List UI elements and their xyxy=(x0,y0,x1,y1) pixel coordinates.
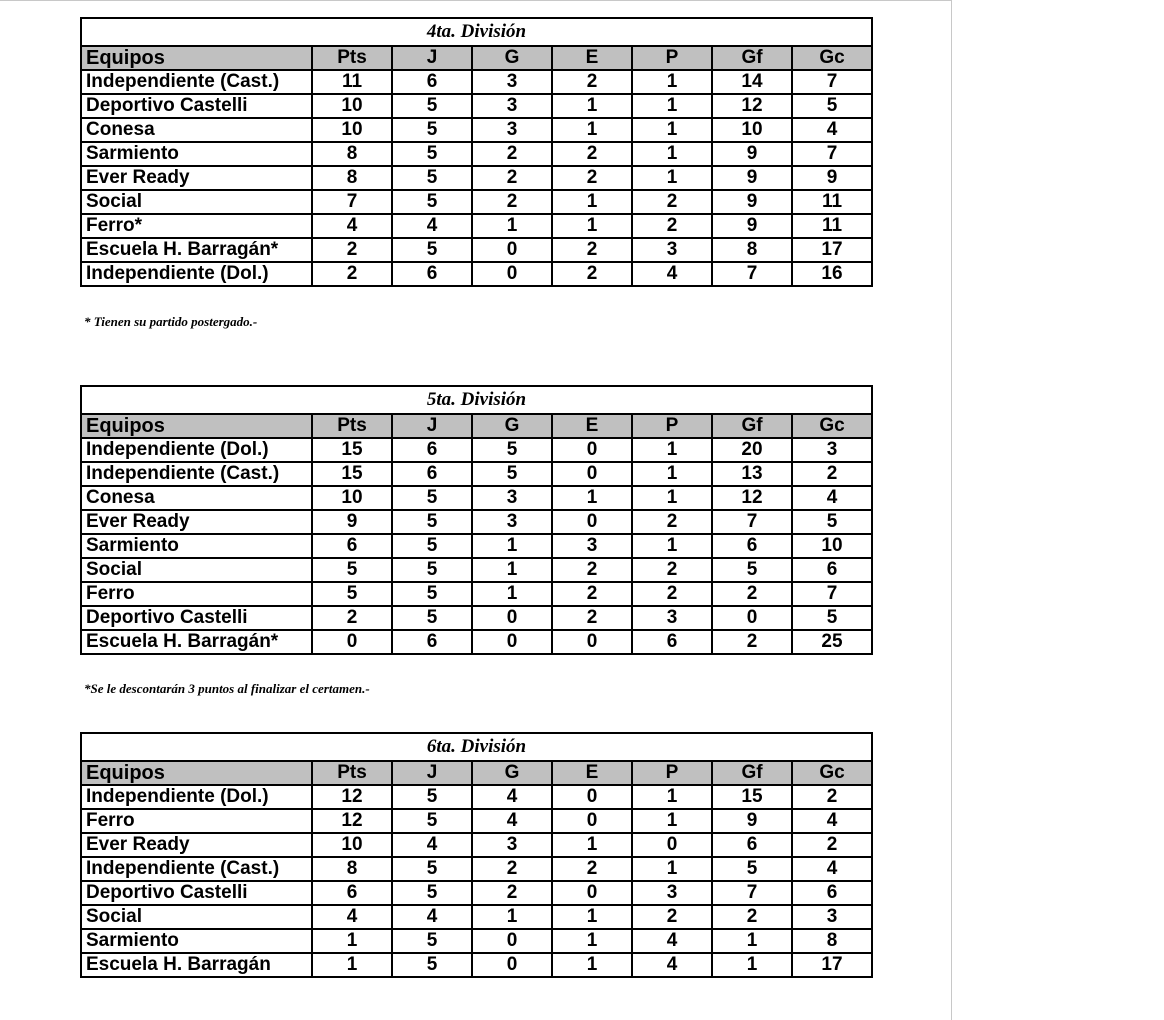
table-row xyxy=(81,166,872,190)
cell-team: Sarmiento xyxy=(81,142,312,166)
cell-pts: 5 xyxy=(312,582,392,606)
table-title: 4ta. División xyxy=(81,18,872,46)
standings-table-6ta xyxy=(80,732,873,978)
cell-gf: 6 xyxy=(712,833,792,857)
table-row xyxy=(81,905,872,929)
table-row xyxy=(81,857,872,881)
cell-gc: 4 xyxy=(792,857,872,881)
cell-gc: 3 xyxy=(792,438,872,462)
cell-gc: 8 xyxy=(792,929,872,953)
cell-team: Ferro xyxy=(81,809,312,833)
cell-p: 2 xyxy=(632,558,712,582)
cell-gc: 5 xyxy=(792,606,872,630)
header-row xyxy=(81,414,872,438)
cell-g: 3 xyxy=(472,833,552,857)
cell-pts: 15 xyxy=(312,462,392,486)
cell-gc: 11 xyxy=(792,214,872,238)
cell-team: Escuela H. Barragán* xyxy=(81,238,312,262)
cell-e: 1 xyxy=(552,190,632,214)
cell-g: 1 xyxy=(472,534,552,558)
cell-team: Deportivo Castelli xyxy=(81,94,312,118)
cell-team: Social xyxy=(81,905,312,929)
cell-gf: 20 xyxy=(712,438,792,462)
cell-g: 4 xyxy=(472,785,552,809)
cell-p: 0 xyxy=(632,833,712,857)
cell-p: 6 xyxy=(632,630,712,654)
cell-e: 2 xyxy=(552,238,632,262)
cell-pts: 1 xyxy=(312,953,392,977)
cell-gc: 25 xyxy=(792,630,872,654)
cell-team: Independiente (Dol.) xyxy=(81,262,312,286)
table-row xyxy=(81,142,872,166)
cell-pts: 6 xyxy=(312,881,392,905)
table-row xyxy=(81,486,872,510)
cell-g: 0 xyxy=(472,238,552,262)
cell-j: 5 xyxy=(392,929,472,953)
cell-pts: 5 xyxy=(312,558,392,582)
cell-e: 2 xyxy=(552,582,632,606)
cell-p: 3 xyxy=(632,238,712,262)
cell-pts: 8 xyxy=(312,166,392,190)
cell-e: 0 xyxy=(552,881,632,905)
table-row xyxy=(81,582,872,606)
cell-pts: 8 xyxy=(312,142,392,166)
cell-j: 5 xyxy=(392,238,472,262)
cell-p: 1 xyxy=(632,118,712,142)
column-header-gf: Gf xyxy=(712,761,792,785)
column-header-pts: Pts xyxy=(312,46,392,70)
cell-g: 0 xyxy=(472,606,552,630)
column-header-p: P xyxy=(632,414,712,438)
cell-gc: 16 xyxy=(792,262,872,286)
column-header-j: J xyxy=(392,414,472,438)
cell-gc: 17 xyxy=(792,238,872,262)
cell-e: 2 xyxy=(552,166,632,190)
page-right-border xyxy=(951,0,952,1020)
column-header-gc: Gc xyxy=(792,761,872,785)
column-header-g: G xyxy=(472,46,552,70)
cell-gf: 10 xyxy=(712,118,792,142)
table-row xyxy=(81,214,872,238)
column-header-j: J xyxy=(392,46,472,70)
cell-gc: 6 xyxy=(792,558,872,582)
column-header-p: P xyxy=(632,761,712,785)
cell-gc: 4 xyxy=(792,118,872,142)
cell-pts: 2 xyxy=(312,238,392,262)
cell-gf: 13 xyxy=(712,462,792,486)
cell-gc: 2 xyxy=(792,462,872,486)
cell-gc: 10 xyxy=(792,534,872,558)
cell-pts: 0 xyxy=(312,630,392,654)
cell-team: Social xyxy=(81,558,312,582)
cell-pts: 10 xyxy=(312,94,392,118)
cell-p: 2 xyxy=(632,510,712,534)
cell-team: Ferro* xyxy=(81,214,312,238)
cell-e: 1 xyxy=(552,929,632,953)
cell-gf: 9 xyxy=(712,190,792,214)
cell-p: 1 xyxy=(632,857,712,881)
table-row xyxy=(81,558,872,582)
table-row xyxy=(81,881,872,905)
cell-g: 4 xyxy=(472,809,552,833)
cell-gf: 7 xyxy=(712,881,792,905)
column-header-g: G xyxy=(472,414,552,438)
cell-gc: 11 xyxy=(792,190,872,214)
cell-e: 0 xyxy=(552,785,632,809)
cell-gf: 14 xyxy=(712,70,792,94)
cell-gf: 7 xyxy=(712,262,792,286)
table-row xyxy=(81,809,872,833)
cell-pts: 15 xyxy=(312,438,392,462)
cell-team: Escuela H. Barragán* xyxy=(81,630,312,654)
cell-pts: 4 xyxy=(312,905,392,929)
cell-e: 0 xyxy=(552,809,632,833)
cell-pts: 12 xyxy=(312,809,392,833)
table-title: 6ta. División xyxy=(81,733,872,761)
cell-j: 5 xyxy=(392,94,472,118)
standings-table-5ta xyxy=(80,385,873,655)
cell-team: Independiente (Dol.) xyxy=(81,785,312,809)
cell-g: 3 xyxy=(472,486,552,510)
cell-e: 1 xyxy=(552,833,632,857)
cell-j: 5 xyxy=(392,606,472,630)
cell-g: 1 xyxy=(472,905,552,929)
cell-gc: 3 xyxy=(792,905,872,929)
cell-pts: 7 xyxy=(312,190,392,214)
cell-j: 5 xyxy=(392,166,472,190)
cell-g: 1 xyxy=(472,558,552,582)
cell-p: 1 xyxy=(632,785,712,809)
cell-gc: 4 xyxy=(792,486,872,510)
cell-g: 5 xyxy=(472,462,552,486)
cell-gc: 6 xyxy=(792,881,872,905)
cell-team: Ever Ready xyxy=(81,166,312,190)
column-header-gc: Gc xyxy=(792,414,872,438)
cell-gc: 7 xyxy=(792,142,872,166)
cell-p: 2 xyxy=(632,214,712,238)
table-row xyxy=(81,630,872,654)
cell-gf: 15 xyxy=(712,785,792,809)
cell-g: 3 xyxy=(472,94,552,118)
cell-pts: 6 xyxy=(312,534,392,558)
table-title: 5ta. División xyxy=(81,386,872,414)
cell-p: 2 xyxy=(632,190,712,214)
cell-p: 1 xyxy=(632,94,712,118)
cell-p: 4 xyxy=(632,262,712,286)
cell-team: Ferro xyxy=(81,582,312,606)
table-row xyxy=(81,70,872,94)
cell-gf: 1 xyxy=(712,929,792,953)
cell-e: 0 xyxy=(552,438,632,462)
cell-j: 5 xyxy=(392,534,472,558)
column-header-e: E xyxy=(552,761,632,785)
column-header-e: E xyxy=(552,414,632,438)
cell-gc: 9 xyxy=(792,166,872,190)
cell-e: 2 xyxy=(552,606,632,630)
cell-e: 1 xyxy=(552,953,632,977)
cell-p: 4 xyxy=(632,929,712,953)
cell-j: 6 xyxy=(392,438,472,462)
cell-p: 1 xyxy=(632,462,712,486)
column-header-p: P xyxy=(632,46,712,70)
cell-j: 6 xyxy=(392,630,472,654)
column-header-equipos: Equipos xyxy=(81,46,312,70)
cell-g: 1 xyxy=(472,582,552,606)
cell-p: 1 xyxy=(632,438,712,462)
cell-j: 5 xyxy=(392,582,472,606)
cell-j: 4 xyxy=(392,214,472,238)
cell-pts: 2 xyxy=(312,262,392,286)
cell-pts: 8 xyxy=(312,857,392,881)
cell-g: 0 xyxy=(472,953,552,977)
cell-p: 1 xyxy=(632,809,712,833)
table-row xyxy=(81,785,872,809)
table-row xyxy=(81,929,872,953)
header-row xyxy=(81,761,872,785)
cell-j: 5 xyxy=(392,809,472,833)
cell-pts: 1 xyxy=(312,929,392,953)
table-footnote: *Se le descontarán 3 puntos al finalizar el certamen.- xyxy=(84,681,370,696)
cell-team: Deportivo Castelli xyxy=(81,606,312,630)
table-row xyxy=(81,238,872,262)
cell-p: 4 xyxy=(632,953,712,977)
cell-gf: 9 xyxy=(712,214,792,238)
cell-team: Social xyxy=(81,190,312,214)
cell-e: 2 xyxy=(552,70,632,94)
cell-g: 3 xyxy=(472,70,552,94)
cell-e: 1 xyxy=(552,214,632,238)
column-header-j: J xyxy=(392,761,472,785)
cell-team: Independiente (Cast.) xyxy=(81,462,312,486)
table-body xyxy=(81,70,872,286)
cell-gf: 9 xyxy=(712,166,792,190)
cell-team: Independiente (Dol.) xyxy=(81,438,312,462)
column-header-pts: Pts xyxy=(312,761,392,785)
cell-j: 5 xyxy=(392,785,472,809)
column-header-equipos: Equipos xyxy=(81,761,312,785)
cell-j: 4 xyxy=(392,833,472,857)
cell-gf: 2 xyxy=(712,905,792,929)
cell-pts: 4 xyxy=(312,214,392,238)
cell-gc: 7 xyxy=(792,582,872,606)
cell-e: 1 xyxy=(552,486,632,510)
cell-j: 6 xyxy=(392,462,472,486)
cell-gf: 5 xyxy=(712,857,792,881)
cell-g: 2 xyxy=(472,142,552,166)
cell-g: 2 xyxy=(472,166,552,190)
cell-j: 5 xyxy=(392,953,472,977)
cell-p: 1 xyxy=(632,70,712,94)
cell-g: 0 xyxy=(472,630,552,654)
cell-j: 5 xyxy=(392,142,472,166)
cell-gc: 5 xyxy=(792,94,872,118)
cell-e: 2 xyxy=(552,857,632,881)
header-row xyxy=(81,46,872,70)
column-header-e: E xyxy=(552,46,632,70)
cell-gf: 6 xyxy=(712,534,792,558)
column-header-equipos: Equipos xyxy=(81,414,312,438)
cell-p: 2 xyxy=(632,582,712,606)
cell-team: Ever Ready xyxy=(81,510,312,534)
cell-pts: 10 xyxy=(312,833,392,857)
table-row xyxy=(81,94,872,118)
cell-g: 2 xyxy=(472,881,552,905)
cell-gc: 17 xyxy=(792,953,872,977)
column-header-gf: Gf xyxy=(712,46,792,70)
cell-gf: 1 xyxy=(712,953,792,977)
table-row xyxy=(81,833,872,857)
cell-j: 5 xyxy=(392,558,472,582)
cell-j: 6 xyxy=(392,70,472,94)
cell-team: Escuela H. Barragán xyxy=(81,953,312,977)
cell-p: 1 xyxy=(632,166,712,190)
cell-e: 1 xyxy=(552,905,632,929)
cell-p: 1 xyxy=(632,486,712,510)
table-row xyxy=(81,534,872,558)
cell-g: 2 xyxy=(472,857,552,881)
cell-pts: 11 xyxy=(312,70,392,94)
cell-gf: 5 xyxy=(712,558,792,582)
cell-gf: 2 xyxy=(712,630,792,654)
cell-team: Independiente (Cast.) xyxy=(81,857,312,881)
cell-e: 0 xyxy=(552,462,632,486)
cell-pts: 10 xyxy=(312,118,392,142)
table-row xyxy=(81,510,872,534)
cell-j: 5 xyxy=(392,857,472,881)
cell-e: 2 xyxy=(552,558,632,582)
cell-e: 0 xyxy=(552,510,632,534)
table-row xyxy=(81,118,872,142)
cell-j: 4 xyxy=(392,905,472,929)
cell-g: 0 xyxy=(472,262,552,286)
cell-g: 2 xyxy=(472,190,552,214)
cell-gc: 4 xyxy=(792,809,872,833)
cell-j: 5 xyxy=(392,486,472,510)
cell-team: Conesa xyxy=(81,486,312,510)
column-header-gf: Gf xyxy=(712,414,792,438)
cell-gf: 7 xyxy=(712,510,792,534)
cell-team: Ever Ready xyxy=(81,833,312,857)
table-body xyxy=(81,785,872,977)
cell-team: Independiente (Cast.) xyxy=(81,70,312,94)
cell-gf: 2 xyxy=(712,582,792,606)
cell-gc: 2 xyxy=(792,785,872,809)
cell-p: 1 xyxy=(632,534,712,558)
cell-g: 0 xyxy=(472,929,552,953)
cell-gf: 0 xyxy=(712,606,792,630)
cell-g: 3 xyxy=(472,118,552,142)
cell-e: 1 xyxy=(552,118,632,142)
table-row xyxy=(81,462,872,486)
cell-gc: 7 xyxy=(792,70,872,94)
cell-gf: 12 xyxy=(712,486,792,510)
cell-gf: 12 xyxy=(712,94,792,118)
cell-gf: 9 xyxy=(712,142,792,166)
cell-team: Deportivo Castelli xyxy=(81,881,312,905)
column-header-pts: Pts xyxy=(312,414,392,438)
cell-j: 5 xyxy=(392,118,472,142)
cell-p: 3 xyxy=(632,606,712,630)
table-row xyxy=(81,438,872,462)
table-footnote: * Tienen su partido postergado.- xyxy=(84,314,258,329)
cell-j: 5 xyxy=(392,881,472,905)
cell-j: 6 xyxy=(392,262,472,286)
cell-gf: 8 xyxy=(712,238,792,262)
table-row xyxy=(81,953,872,977)
cell-team: Conesa xyxy=(81,118,312,142)
cell-p: 2 xyxy=(632,905,712,929)
cell-g: 1 xyxy=(472,214,552,238)
cell-e: 2 xyxy=(552,142,632,166)
column-header-g: G xyxy=(472,761,552,785)
column-header-gc: Gc xyxy=(792,46,872,70)
page-top-border xyxy=(0,0,952,1)
table-row xyxy=(81,190,872,214)
cell-gc: 5 xyxy=(792,510,872,534)
cell-team: Sarmiento xyxy=(81,534,312,558)
table-body xyxy=(81,438,872,654)
cell-p: 1 xyxy=(632,142,712,166)
cell-e: 3 xyxy=(552,534,632,558)
cell-pts: 2 xyxy=(312,606,392,630)
cell-e: 2 xyxy=(552,262,632,286)
cell-g: 3 xyxy=(472,510,552,534)
cell-pts: 12 xyxy=(312,785,392,809)
cell-p: 3 xyxy=(632,881,712,905)
cell-pts: 9 xyxy=(312,510,392,534)
cell-g: 5 xyxy=(472,438,552,462)
cell-gf: 9 xyxy=(712,809,792,833)
standings-table-4ta xyxy=(80,17,873,287)
cell-pts: 10 xyxy=(312,486,392,510)
cell-team: Sarmiento xyxy=(81,929,312,953)
cell-e: 1 xyxy=(552,94,632,118)
cell-j: 5 xyxy=(392,190,472,214)
cell-j: 5 xyxy=(392,510,472,534)
table-row xyxy=(81,606,872,630)
cell-e: 0 xyxy=(552,630,632,654)
table-row xyxy=(81,262,872,286)
cell-gc: 2 xyxy=(792,833,872,857)
